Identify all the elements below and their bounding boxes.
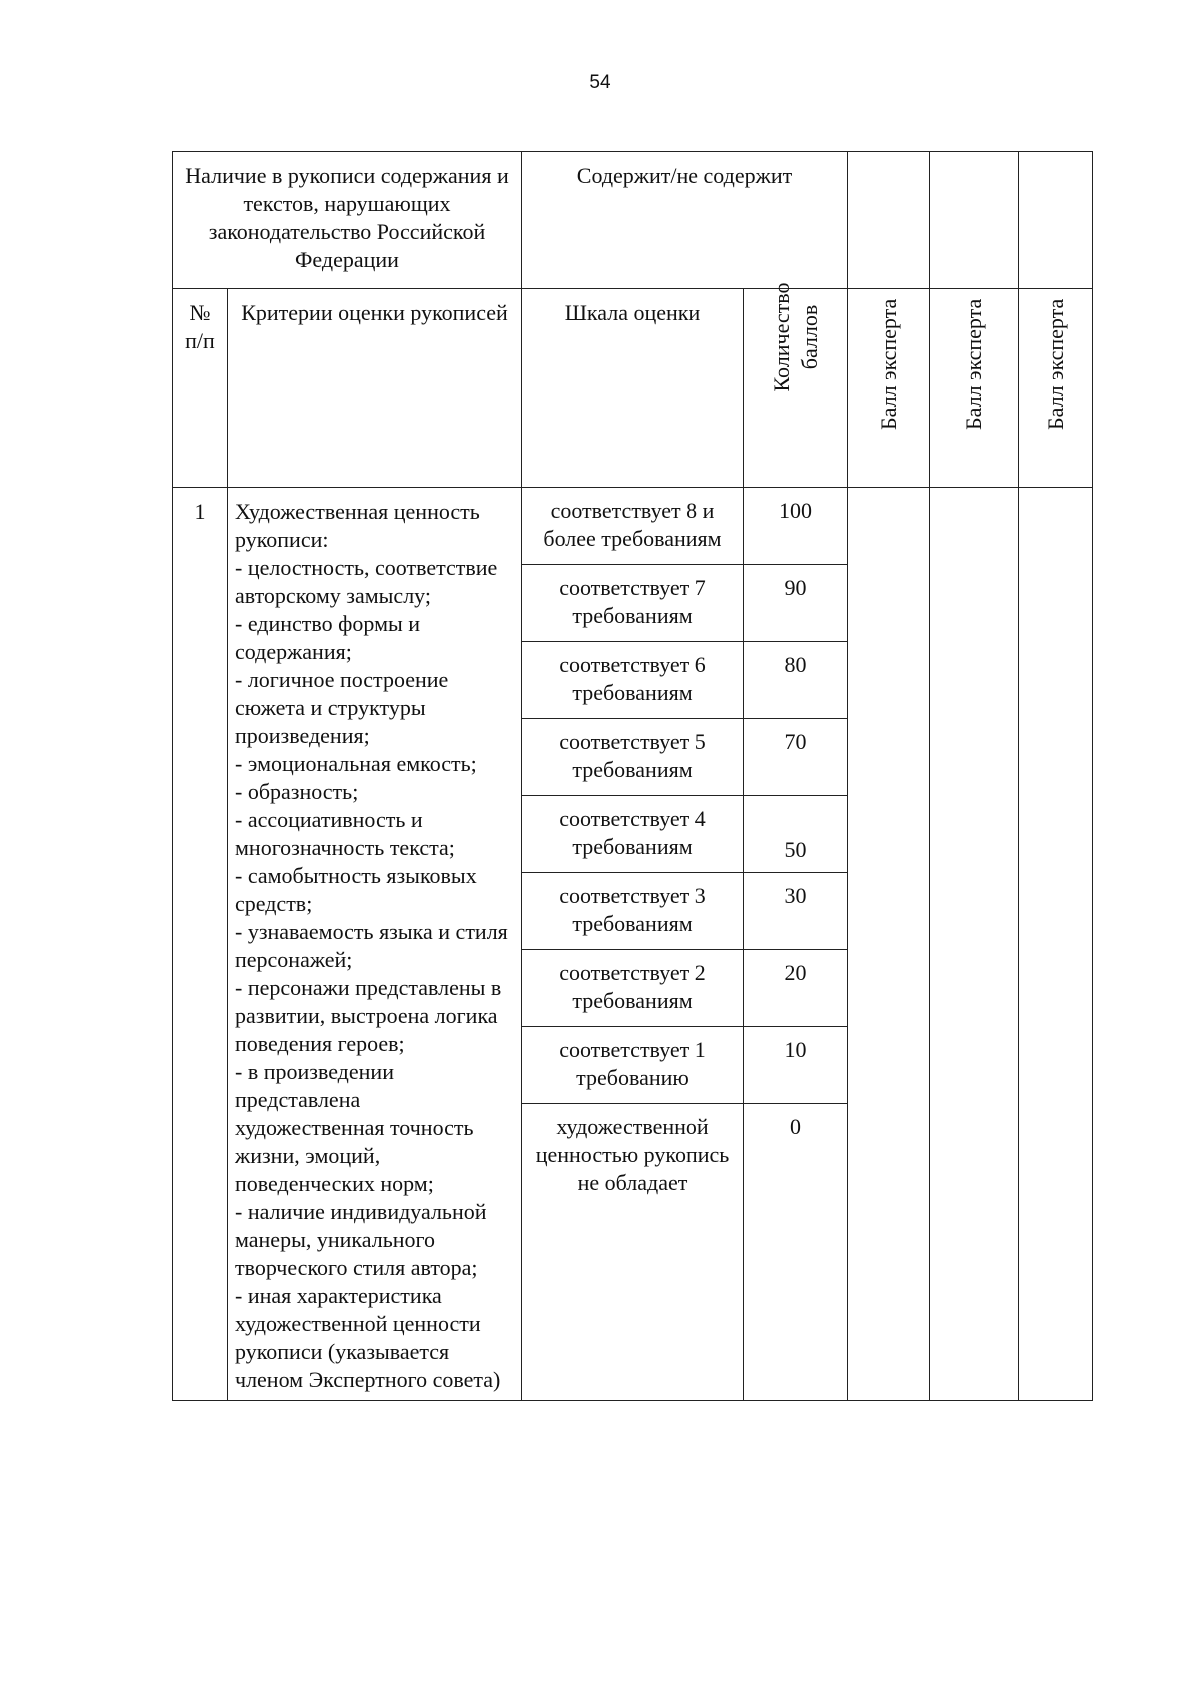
criteria-line: - персонажи представлены в развитии, выстроена логика поведения героев; (235, 975, 502, 1056)
scale-points: 90 (744, 565, 848, 642)
criteria-line: Художественная ценность рукописи: (235, 499, 480, 552)
criteria-line: - самобытность языковых средств; (235, 863, 477, 916)
header-points (744, 282, 848, 488)
intro-expert-1 (848, 152, 930, 289)
scale-points: 30 (744, 873, 848, 950)
intro-expert-3 (1019, 152, 1093, 289)
criteria-line: - иная характеристика художественной ценности рукописи (указывается членом Экспертного совета) (235, 1283, 501, 1392)
criteria-line: - ассоциативность и многозначность текста; (235, 807, 455, 860)
scale-points: 20 (744, 950, 848, 1027)
scale-points: 100 (744, 488, 848, 565)
intro-scale: Содержит/не содержит (522, 152, 848, 289)
header-points-label: Количество баллов (768, 282, 822, 392)
criteria-line: - образность; (235, 779, 359, 804)
criteria-line: - узнаваемость языка и стиля персонажей; (235, 919, 508, 972)
table-row (173, 488, 1093, 565)
criteria-line: - целостность, соответствие авторскому замыслу; (235, 555, 498, 608)
scale-label: соответствует 2 требованиям (522, 950, 744, 1027)
intro-row (173, 152, 1093, 289)
evaluation-table (172, 151, 1093, 1401)
row-1-expert-1 (848, 488, 930, 1401)
scale-points: 10 (744, 1027, 848, 1104)
header-scale: Шкала оценки (522, 289, 744, 488)
criteria-line: - логичное построение сюжета и структуры произведения; (235, 667, 449, 748)
row-1-expert-2 (930, 488, 1019, 1401)
criteria-line: - наличие индивидуальной манеры, уникального творческого стиля автора; (235, 1199, 487, 1280)
scale-label: соответствует 1 требованию (522, 1027, 744, 1104)
header-criteria: Критерии оценки рукописей (228, 289, 522, 488)
scale-label: соответствует 7 требованиям (522, 565, 744, 642)
header-expert-1 (848, 289, 930, 488)
header-row (173, 289, 1093, 488)
header-expert-1-label: Балл эксперта (875, 298, 901, 430)
scale-points: 0 (744, 1104, 848, 1401)
scale-points: 70 (744, 719, 848, 796)
scale-label: соответствует 4 требованиям (522, 796, 744, 873)
scale-label: художественной ценностью рукопись не обладает (522, 1104, 744, 1401)
scale-label: соответствует 5 требованиям (522, 719, 744, 796)
criteria-line: - эмоциональная емкость; (235, 751, 477, 776)
row-1-expert-3 (1019, 488, 1093, 1401)
intro-expert-2 (930, 152, 1019, 289)
header-num: № п/п (173, 289, 228, 488)
scale-label: соответствует 8 и более требованиям (522, 488, 744, 565)
scale-points: 80 (744, 642, 848, 719)
scale-label: соответствует 6 требованиям (522, 642, 744, 719)
intro-criterion: Наличие в рукописи содержания и текстов, нарушающих законодательство Российской Федерации (173, 152, 522, 289)
header-expert-2-label: Балл эксперта (961, 298, 987, 430)
scale-points: 50 (744, 796, 848, 873)
header-expert-2 (930, 289, 1019, 488)
criteria-line: - единство формы и содержания; (235, 611, 421, 664)
criteria-line: - в произведении представлена художественная точность жизни, эмоций, поведенческих норм; (235, 1059, 474, 1196)
scale-label: соответствует 3 требованиям (522, 873, 744, 950)
row-1-num: 1 (173, 488, 228, 1401)
page-number: 54 (589, 72, 611, 93)
header-expert-3-label: Балл эксперта (1042, 298, 1068, 430)
row-1-criteria (228, 488, 522, 1401)
header-expert-3 (1019, 289, 1093, 488)
